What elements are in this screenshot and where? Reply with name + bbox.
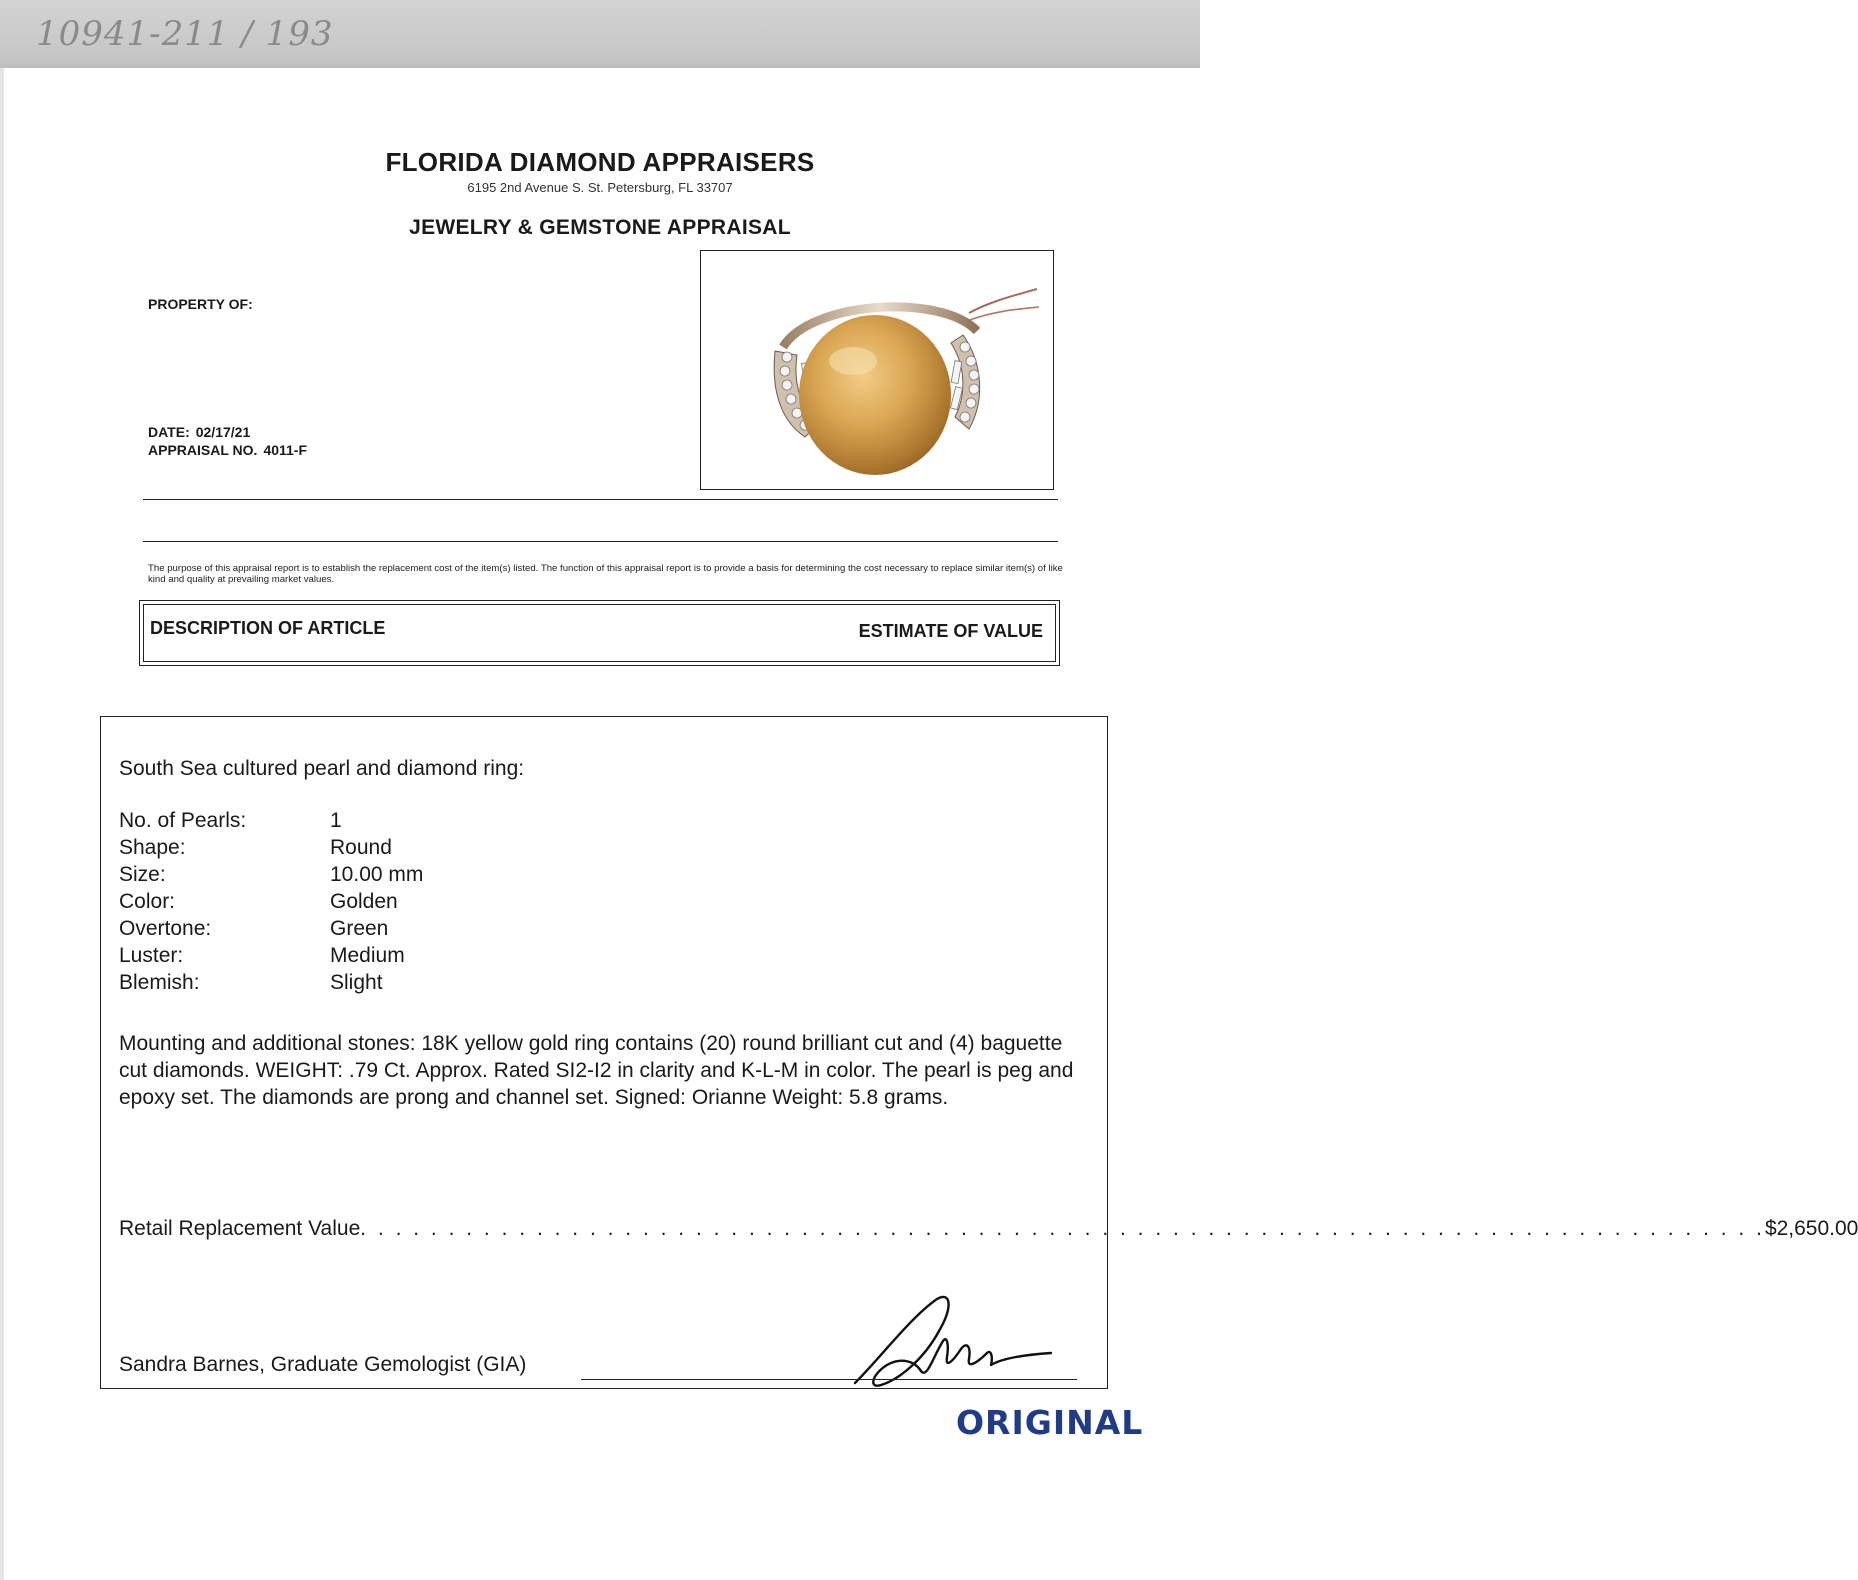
original-stamp: ORIGINAL — [956, 1403, 1144, 1442]
document-title: JEWELRY & GEMSTONE APPRAISAL — [409, 216, 791, 239]
spec-label: Shape: — [119, 836, 186, 859]
company-address: 6195 2nd Avenue S. St. Petersburg, FL 33707 — [467, 180, 733, 195]
retail-value-label: Retail Replacement Value — [119, 1217, 361, 1240]
retail-value-row — [119, 1217, 1858, 1241]
signature-line — [581, 1379, 1077, 1380]
spec-label: Blemish: — [119, 971, 200, 994]
spec-value: Slight — [330, 971, 383, 994]
date-label: DATE: — [148, 424, 190, 440]
company-name: FLORIDA DIAMOND APPRAISERS — [385, 147, 815, 177]
pearl-ring-image — [701, 251, 1053, 489]
spec-value: Golden — [330, 890, 398, 913]
spec-label: No. of Pearls: — [119, 809, 247, 832]
mounting-description: Mounting and additional stones: 18K yellow gold ring contains (20) round brilliant cut and (4) baguette cut diamonds. WEIGHT: .79 Ct. Approx. Rated SI2-I2 in clarity and K-L-M in color. The pearl is peg and epoxy set. The diamonds are prong and channel set. Signed: Orianne Weight: 5.8 grams. — [119, 1032, 1074, 1109]
spec-label: Color: — [119, 890, 176, 913]
column-header-inner — [143, 604, 1056, 662]
appraiser-name: Sandra Barnes, Graduate Gemologist (GIA) — [119, 1353, 527, 1376]
spec-value: Medium — [330, 944, 405, 967]
date-row — [148, 424, 250, 440]
appraisal-number-value: 4011-F — [263, 442, 308, 458]
spec-value: Green — [330, 917, 389, 940]
appraisal-number-label: APPRAISAL NO. — [148, 442, 258, 458]
spec-value: Round — [330, 836, 392, 859]
spec-value: 10.00 mm — [330, 863, 424, 886]
spec-value: 1 — [330, 809, 342, 832]
divider-line — [143, 541, 1058, 542]
description-header: DESCRIPTION OF ARTICLE — [150, 618, 386, 638]
article-intro: South Sea cultured pearl and diamond ring: — [119, 757, 525, 780]
appraiser-signature — [841, 1287, 1091, 1397]
divider-line — [143, 499, 1058, 500]
ring-photo — [700, 250, 1054, 490]
spec-label: Luster: — [119, 944, 184, 967]
appraisal-number-row — [148, 442, 307, 458]
purpose-statement: The purpose of this appraisal report is to establish the replacement cost of the item(s) listed. The function of this appraisal report is to provide a basis for determining the cost necessary to replace similar item(s) of like kind and quality at prevailing market values. — [148, 563, 1063, 585]
article-box — [100, 716, 1858, 1389]
scan-left-edge — [0, 68, 4, 1580]
estimate-header: ESTIMATE OF VALUE — [858, 621, 1043, 641]
dot-leader: . . . . . . . . . . . . . . . . . . . . . . . . . . . . . . . . . . . . . . . . . . . . . . . . . . . . . . . . . . . . . . . . . . . . . . . . . . . . . . . . — [360, 1217, 1765, 1240]
retail-value-amount: $2,650.00 — [1764, 1217, 1858, 1240]
column-header-box — [139, 600, 1060, 666]
property-of-label: PROPERTY OF: — [148, 296, 253, 312]
handwritten-note: 10941-211 / 193 — [36, 14, 334, 54]
spec-label: Size: — [119, 863, 166, 886]
spec-label: Overtone: — [119, 917, 212, 940]
date-value: 02/17/21 — [195, 424, 251, 440]
scan-top-band — [0, 0, 1200, 68]
